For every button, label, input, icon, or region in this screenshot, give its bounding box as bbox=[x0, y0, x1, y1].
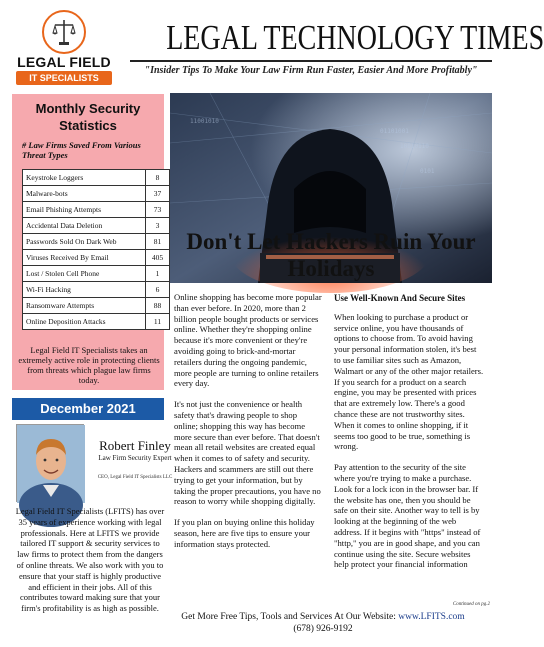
masthead bbox=[130, 18, 544, 58]
stats-row bbox=[23, 234, 170, 250]
article-paragraph: Pay attention to the security of the site where you're trying to make a purchase. Look for a lock icon in the browser bar. If the website has one, then you should be safe on their site. Another way to tell is by looking at the beginning of the web address. If it begins with "https" instead of "http," you are in good shape, and you can continue using the site. Secure websites help protect your financial information bbox=[334, 462, 481, 570]
logo-subtitle: IT SPECIALISTS bbox=[16, 71, 112, 85]
website-link[interactable]: www.LFITS.com bbox=[398, 612, 465, 622]
threat-count: 11 bbox=[146, 314, 170, 330]
threat-count: 6 bbox=[146, 282, 170, 298]
article-paragraph: If you plan on buying online this holiday season, here are five tips to ensure your information stays protected. bbox=[174, 517, 315, 549]
threat-count: 1 bbox=[146, 266, 170, 282]
threat-count: 405 bbox=[146, 250, 170, 266]
logo-name: LEGAL FIELD bbox=[17, 54, 111, 70]
threat-type: Viruses Received By Email bbox=[23, 250, 146, 266]
company-intro: Legal Field IT Specialists (LFITS) has over 35 years of experience working with legal professionals. Here at LFITS we provide tailored IT support & security services to law firms to protect them from the dangers of online threats. We also work with you to ensure that your staff is highly productive and efficient in their jobs. All of this contributes toward making sure that your firm's profitability is as high as possible. bbox=[15, 506, 165, 614]
threat-type: Online Deposition Attacks bbox=[23, 314, 146, 330]
stats-row bbox=[23, 266, 170, 282]
scales-of-justice-icon bbox=[52, 18, 76, 46]
article-paragraph: Online shopping has become more popular than ever before. In 2020, more than 2 billion people bought products or services online. Whether they're shopping online because it's more convenient or they're avoiding going to brick-and-mortar retailers during the ongoing pandemic, more people are turning to online retailers every day. bbox=[174, 292, 322, 389]
author-title: Law Firm Security Expert bbox=[98, 454, 172, 462]
article-headline: Don't Let Hackers Ruin Your Holidays bbox=[186, 229, 476, 281]
stats-row bbox=[23, 202, 170, 218]
author-name: Robert Finley bbox=[99, 438, 171, 453]
svg-text:0101: 0101 bbox=[420, 168, 435, 175]
author-credit: CEO, Legal Field IT Specialists LLC bbox=[97, 475, 173, 480]
stats-row bbox=[23, 170, 170, 186]
footer-phone: (678) 926-9192 bbox=[293, 624, 353, 634]
article-paragraph: It's not just the convenience or health safety that's drawing people to shop online; shopping this way has become more secure than ever before. That doesn't mean all retail websites are created equal when it comes to of safety and security. Hackers and scammers are still out there trying to get your information, but by taking the proper precautions, you have no reason to worry while shopping digitally. bbox=[174, 399, 321, 507]
threat-count: 88 bbox=[146, 298, 170, 314]
stats-row bbox=[23, 314, 170, 330]
threat-type: Lost / Stolen Cell Phone bbox=[23, 266, 146, 282]
stats-table bbox=[22, 169, 170, 330]
stats-subtitle: # Law Firms Saved From Various Threat Types bbox=[22, 140, 141, 160]
tagline: "Insider Tips To Make Your Law Firm Run Faster, Easier And More Profitably" bbox=[144, 65, 478, 76]
stats-row bbox=[23, 250, 170, 266]
article-column-1 bbox=[174, 292, 322, 560]
svg-text:11001010: 11001010 bbox=[190, 118, 219, 125]
threat-type: Malware-bots bbox=[23, 186, 146, 202]
threat-type: Accidental Data Deletion bbox=[23, 218, 146, 234]
stats-title: Monthly Security Statistics bbox=[35, 101, 141, 133]
issue-date-banner: December 2021 bbox=[12, 398, 164, 420]
masthead-rule bbox=[130, 60, 492, 62]
threat-count: 73 bbox=[146, 202, 170, 218]
threat-type: Passwords Sold On Dark Web bbox=[23, 234, 146, 250]
stats-note: Legal Field IT Specialists takes an extremely active role in protecting clients from threats which plague law firms today. bbox=[18, 345, 160, 385]
threat-type: Email Phishing Attempts bbox=[23, 202, 146, 218]
svg-text:10010110: 10010110 bbox=[400, 143, 429, 150]
threat-count: 8 bbox=[146, 170, 170, 186]
stats-row bbox=[23, 218, 170, 234]
threat-count: 37 bbox=[146, 186, 170, 202]
footer-cta: Get More Free Tips, Tools and Services At Our Website: bbox=[181, 612, 396, 622]
stats-row bbox=[23, 298, 170, 314]
company-logo bbox=[8, 6, 120, 86]
author-portrait-icon bbox=[17, 425, 85, 503]
continued-note: Continued on pg.2 bbox=[452, 602, 490, 607]
newsletter-title: LEGAL TECHNOLOGY TIMES bbox=[166, 18, 544, 57]
svg-text:01101001: 01101001 bbox=[380, 128, 409, 135]
footer bbox=[150, 611, 496, 635]
stats-row bbox=[23, 282, 170, 298]
threat-type: Ransomware Attempts bbox=[23, 298, 146, 314]
threat-count: 3 bbox=[146, 218, 170, 234]
threat-type: Keystroke Loggers bbox=[23, 170, 146, 186]
article-column-2 bbox=[334, 293, 484, 580]
author-photo bbox=[16, 424, 84, 502]
threat-count: 81 bbox=[146, 234, 170, 250]
stats-row bbox=[23, 186, 170, 202]
article-paragraph: When looking to purchase a product or service online, you have thousands of options to choose from. To avoid having your personal information stolen, it's best to use familiar sites such as Amazon, Walmart or any of the other major retailers. If you search for a product on a search engine, you may be presented with prices that are extremely low. There's a good chance these are not trustworthy sites. When it comes to online shopping, if it seems too good to be true, something is wrong. bbox=[334, 311, 484, 452]
threat-type: Wi-Fi Hacking bbox=[23, 282, 146, 298]
section-heading: Use Well-Known And Secure Sites bbox=[334, 293, 466, 303]
